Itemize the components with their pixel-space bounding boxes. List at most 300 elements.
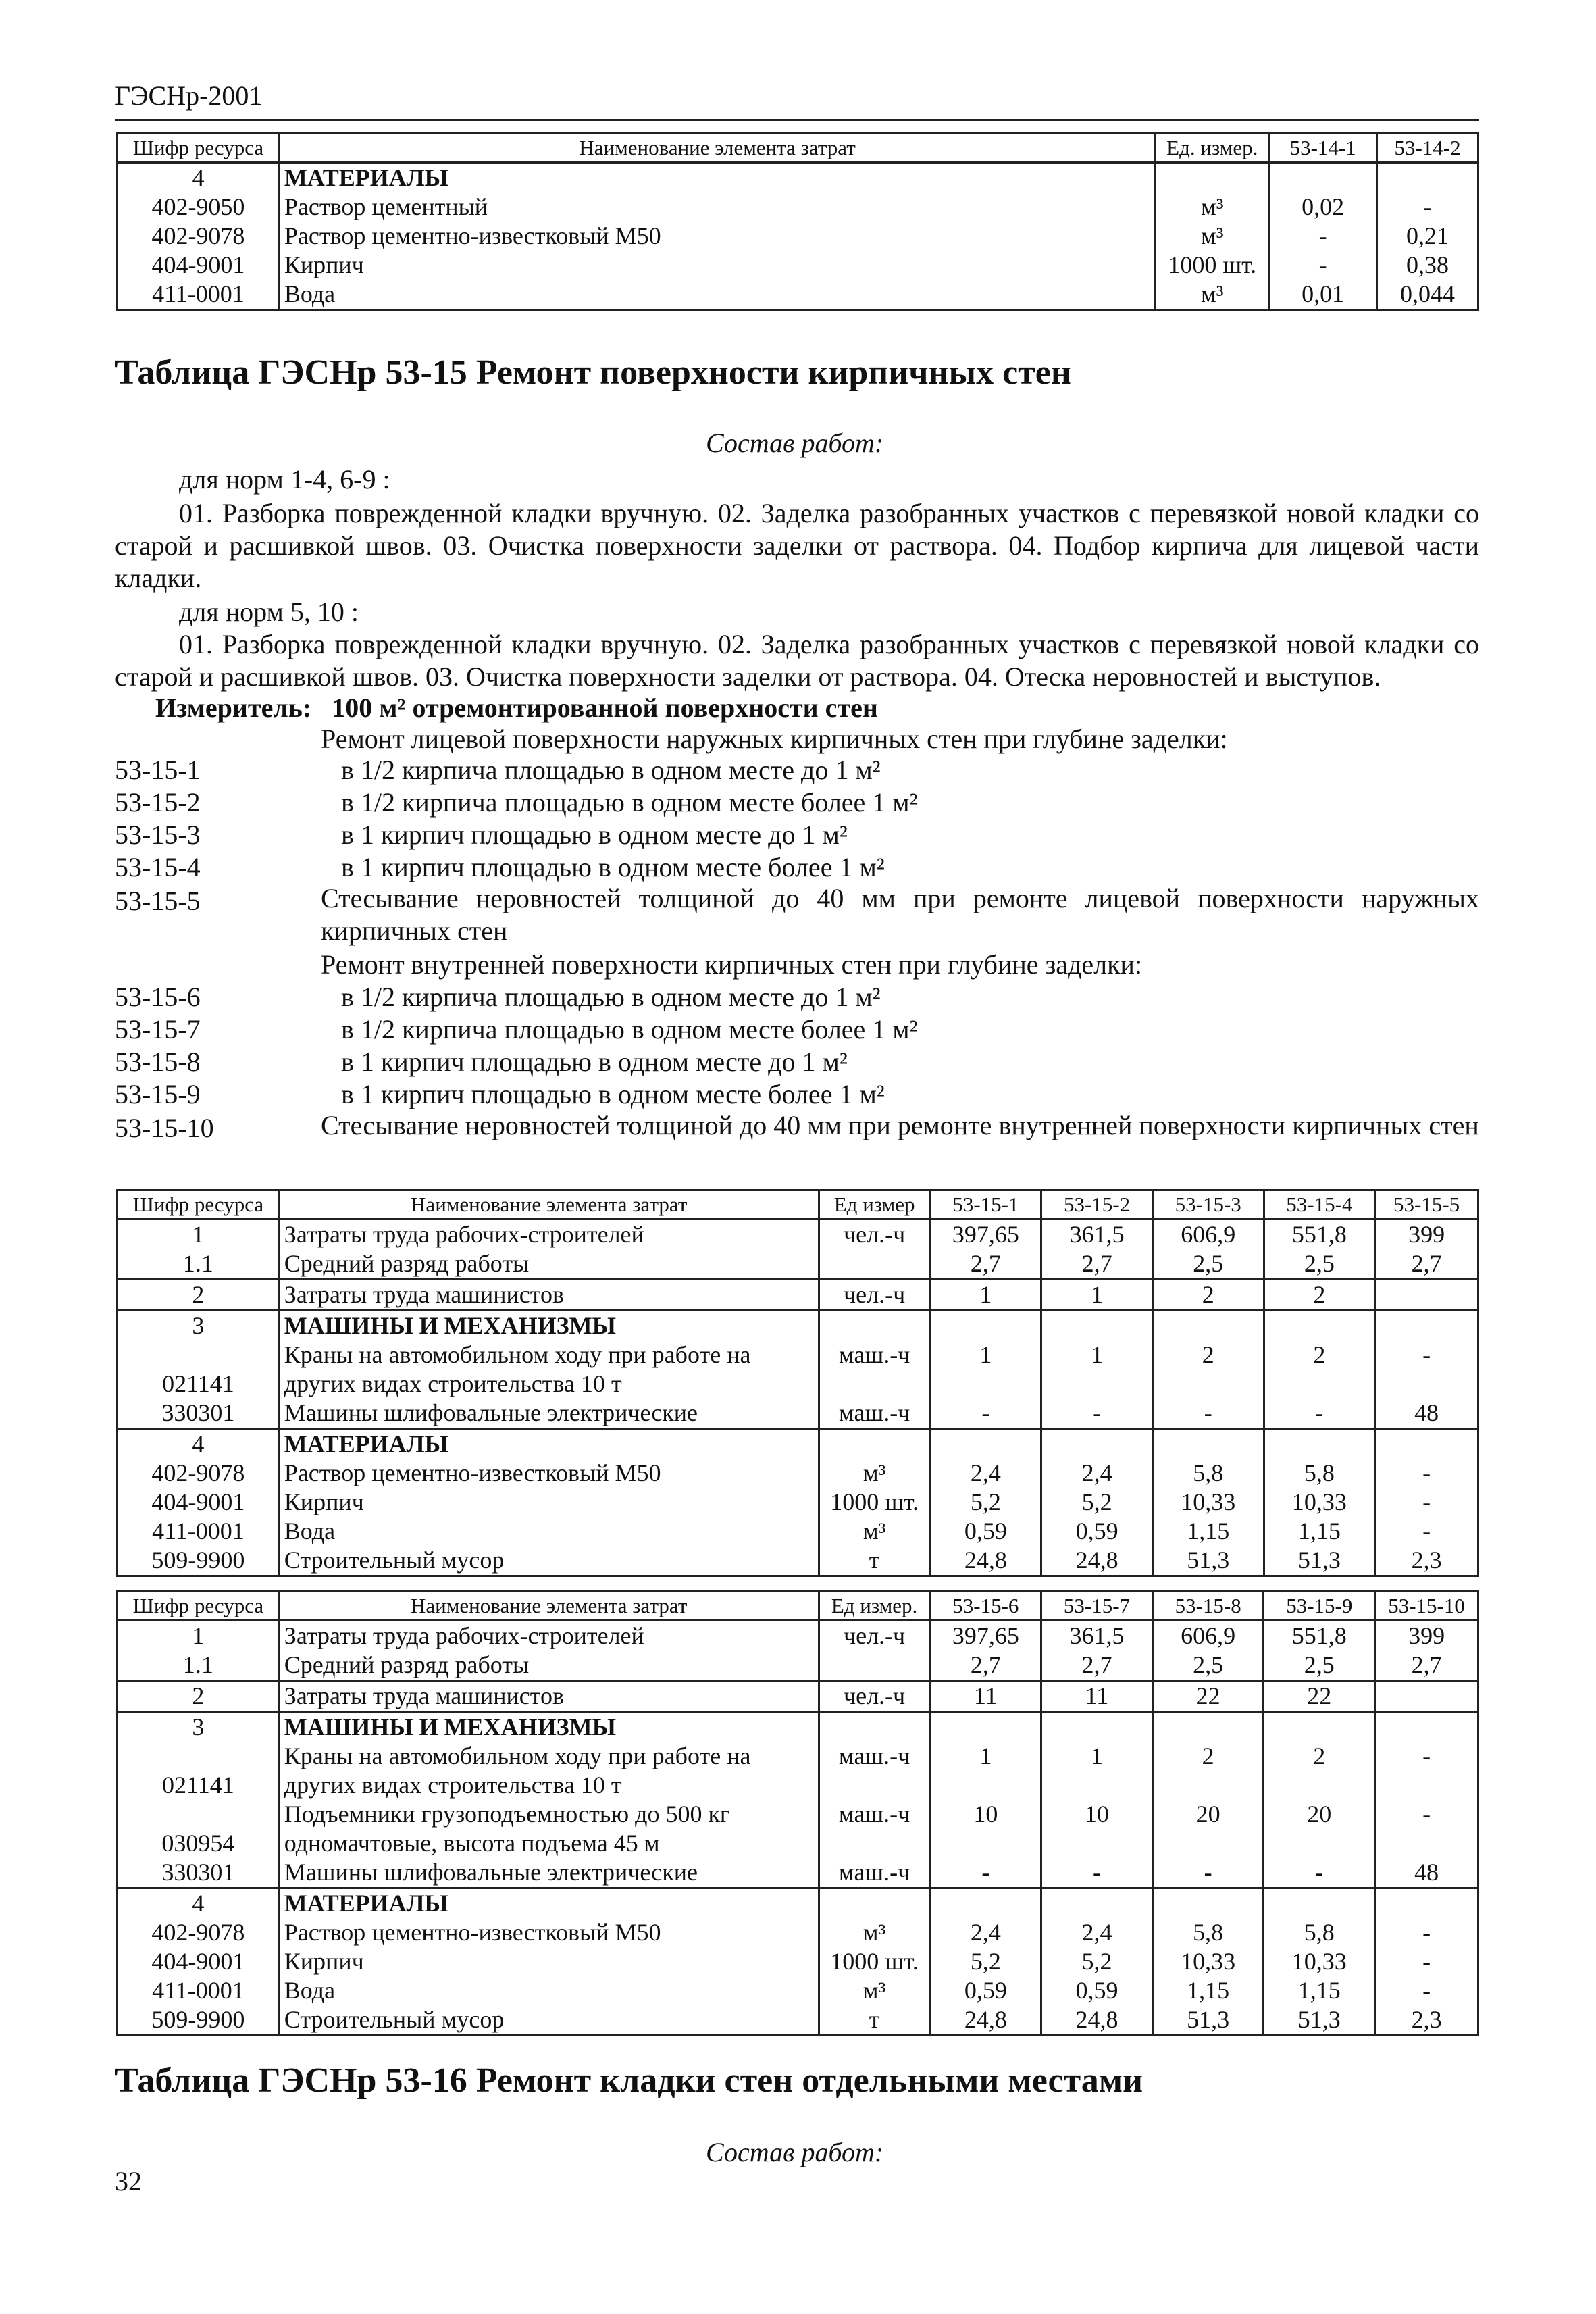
- resource-code: 4: [118, 163, 280, 193]
- table-row: [118, 280, 1478, 310]
- resource-code: 411-0001: [118, 1976, 280, 2005]
- value-cell: 2: [1264, 1280, 1375, 1311]
- norm-desc: в 1 кирпич площадью в одном месте до 1 м²: [341, 820, 848, 850]
- header-rule: [115, 119, 1479, 121]
- unit-cell: [819, 1249, 930, 1280]
- value-cell: 2,7: [1375, 1249, 1478, 1280]
- value-cell: -: [1269, 222, 1377, 251]
- column-header: 53-14-1: [1269, 134, 1377, 163]
- column-header: 53-15-6: [930, 1592, 1041, 1621]
- value-cell: 10,33: [1152, 1947, 1264, 1976]
- column-header: 53-15-2: [1041, 1190, 1153, 1219]
- resource-name: Кирпич: [279, 1488, 819, 1517]
- composition-label-53-16: Состав работ:: [706, 2137, 884, 2167]
- resource-name: Затраты труда рабочих-строителей: [279, 1621, 819, 1651]
- value-cell: -: [1152, 1399, 1264, 1429]
- value-cell: -: [1264, 1858, 1375, 1888]
- value-cell: 399: [1375, 1219, 1478, 1250]
- value-cell: -: [1375, 1976, 1478, 2005]
- value-cell: -: [930, 1399, 1041, 1429]
- value-cell: 606,9: [1152, 1219, 1264, 1250]
- resource-code: 509-9900: [118, 2005, 280, 2036]
- value-cell: 51,3: [1152, 2005, 1264, 2036]
- resource-code: 3: [118, 1712, 280, 1742]
- table-row: [118, 1546, 1478, 1576]
- table-row: [118, 1340, 1478, 1399]
- table-row: [118, 1888, 1478, 1919]
- value-cell: -: [1152, 1858, 1264, 1888]
- value-cell: 24,8: [930, 2005, 1041, 2036]
- resource-code: 2: [118, 1681, 280, 1712]
- value-cell: 5,2: [930, 1947, 1041, 1976]
- value-cell: 5,2: [1041, 1947, 1153, 1976]
- value-cell: 1,15: [1152, 1976, 1264, 2005]
- resource-code: 2: [118, 1280, 280, 1311]
- value-cell: -: [1375, 1947, 1478, 1976]
- table-row: [118, 1219, 1478, 1250]
- value-cell: 5,2: [930, 1488, 1041, 1517]
- resource-name: Краны на автомобильном ходу при работе на других видах строительства 10 т: [279, 1742, 819, 1800]
- table-row: [118, 1429, 1478, 1459]
- column-header: 53-15-9: [1264, 1592, 1375, 1621]
- resource-name: МАТЕРИАЛЫ: [279, 1429, 819, 1459]
- norm-code: 53-15-9: [115, 1079, 201, 1109]
- value-cell: 0,044: [1377, 280, 1478, 310]
- unit-cell: м³: [1156, 193, 1269, 222]
- table-row: [118, 1488, 1478, 1517]
- unit-cell: т: [819, 1546, 930, 1576]
- value-cell: 2,4: [1041, 1918, 1153, 1947]
- column-header: Ед. измер.: [1156, 134, 1269, 163]
- value-cell: 2,5: [1264, 1651, 1375, 1681]
- table-row: [118, 1800, 1478, 1858]
- value-cell: 0,02: [1269, 193, 1377, 222]
- value-cell: -: [930, 1858, 1041, 1888]
- value-cell: 0,21: [1377, 222, 1478, 251]
- column-header: 53-15-3: [1152, 1190, 1264, 1219]
- resource-code: 411-0001: [118, 280, 280, 310]
- resource-code: 4: [118, 1429, 280, 1459]
- column-header: Шифр ресурса: [118, 1190, 280, 1219]
- table-row: [118, 1459, 1478, 1488]
- composition-label: Состав работ:: [706, 428, 884, 458]
- unit-cell: [819, 1712, 930, 1742]
- column-header: Шифр ресурса: [118, 134, 280, 163]
- value-cell: [1375, 1311, 1478, 1341]
- column-header: Наименование элемента затрат: [279, 1190, 819, 1219]
- unit-cell: [819, 1888, 930, 1919]
- value-cell: 48: [1375, 1858, 1478, 1888]
- table-row: [118, 1858, 1478, 1888]
- unit-cell: маш.-ч: [819, 1399, 930, 1429]
- measure-label: Измеритель:: [155, 693, 312, 723]
- table-row: [118, 1280, 1478, 1311]
- norm-code: 53-15-10: [115, 1113, 214, 1143]
- value-cell: 24,8: [1041, 1546, 1153, 1576]
- value-cell: [1375, 1888, 1478, 1919]
- value-cell: 2: [1152, 1340, 1264, 1399]
- value-cell: 51,3: [1264, 1546, 1375, 1576]
- resource-code: 021141: [118, 1742, 280, 1800]
- table-row: [118, 1311, 1478, 1341]
- value-cell: 5,8: [1264, 1459, 1375, 1488]
- value-cell: [1375, 1681, 1478, 1712]
- value-cell: 20: [1264, 1800, 1375, 1858]
- unit-cell: м³: [819, 1976, 930, 2005]
- norm-desc: в 1 кирпич площадью в одном месте более 1 м²: [341, 852, 885, 882]
- resource-code: 1: [118, 1219, 280, 1250]
- work-composition-1: 01. Разборка поврежденной кладки вручную. 02. Заделка разобранных участков с перевязкой новой кладки со старой и расшивкой швов. 03. Очистка поверхности заделки от раствора. 04. Подбор кирпича для лицевой части кладки.: [115, 498, 1479, 593]
- resource-name: Краны на автомобильном ходу при работе на других видах строительства 10 т: [279, 1340, 819, 1399]
- resource-code: 402-9050: [118, 193, 280, 222]
- resource-code: 402-9078: [118, 1459, 280, 1488]
- resource-code: 411-0001: [118, 1517, 280, 1546]
- value-cell: 51,3: [1152, 1546, 1264, 1576]
- value-cell: 2: [1152, 1280, 1264, 1311]
- value-cell: 551,8: [1264, 1621, 1375, 1651]
- resource-table-53-15-1-5: [116, 1189, 1479, 1577]
- value-cell: 551,8: [1264, 1219, 1375, 1250]
- unit-cell: [1156, 163, 1269, 193]
- table-row: [118, 2005, 1478, 2036]
- value-cell: 5,8: [1152, 1459, 1264, 1488]
- value-cell: -: [1264, 1399, 1375, 1429]
- value-cell: 2,4: [930, 1459, 1041, 1488]
- value-cell: [1152, 1888, 1264, 1919]
- unit-cell: 1000 шт.: [819, 1488, 930, 1517]
- value-cell: 361,5: [1041, 1621, 1153, 1651]
- table-row: [118, 193, 1478, 222]
- table-row: [118, 1681, 1478, 1712]
- value-cell: 10: [1041, 1800, 1153, 1858]
- norm-code: 53-15-6: [115, 982, 201, 1012]
- resource-name: МАШИНЫ И МЕХАНИЗМЫ: [279, 1311, 819, 1341]
- resource-name: Подъемники грузоподъемностью до 500 кг одномачтовые, высота подъема 45 м: [279, 1800, 819, 1858]
- value-cell: 0,59: [1041, 1517, 1153, 1546]
- value-cell: 2,7: [1041, 1249, 1153, 1280]
- page-number: 32: [115, 2166, 142, 2196]
- value-cell: 1,15: [1264, 1976, 1375, 2005]
- norm-desc: в 1/2 кирпича площадью в одном месте до 1 м²: [341, 982, 881, 1012]
- value-cell: 5,2: [1041, 1488, 1153, 1517]
- unit-cell: м³: [819, 1459, 930, 1488]
- resource-code: 404-9001: [118, 1488, 280, 1517]
- value-cell: [1375, 1280, 1478, 1311]
- column-header: Ед измер.: [819, 1592, 930, 1621]
- value-cell: 1: [1041, 1280, 1153, 1311]
- table-row: [118, 1249, 1478, 1280]
- unit-cell: маш.-ч: [819, 1858, 930, 1888]
- resource-code: 3: [118, 1311, 280, 1341]
- resource-name: Раствор цементно-известковый М50: [279, 1459, 819, 1488]
- table-row: [118, 251, 1478, 280]
- value-cell: -: [1041, 1858, 1153, 1888]
- resource-table-53-14: [116, 132, 1479, 311]
- value-cell: [1377, 163, 1478, 193]
- value-cell: [1041, 1429, 1153, 1459]
- unit-cell: [819, 1311, 930, 1341]
- value-cell: 11: [930, 1681, 1041, 1712]
- column-header: 53-15-4: [1264, 1190, 1375, 1219]
- value-cell: [1041, 1888, 1153, 1919]
- value-cell: 0,59: [930, 1517, 1041, 1546]
- value-cell: 20: [1152, 1800, 1264, 1858]
- unit-cell: 1000 шт.: [819, 1947, 930, 1976]
- value-cell: 10: [930, 1800, 1041, 1858]
- value-cell: 1,15: [1264, 1517, 1375, 1546]
- column-header: Наименование элемента затрат: [279, 134, 1155, 163]
- resource-name: Затраты труда машинистов: [279, 1681, 819, 1712]
- resource-name: МАШИНЫ И МЕХАНИЗМЫ: [279, 1712, 819, 1742]
- value-cell: [1264, 1311, 1375, 1341]
- table-53-16-title: Таблица ГЭСНр 53-16 Ремонт кладки стен отдельными местами: [115, 2061, 1143, 2100]
- resource-name: Строительный мусор: [279, 1546, 819, 1576]
- value-cell: 2,7: [930, 1651, 1041, 1681]
- column-header: 53-15-5: [1375, 1190, 1478, 1219]
- value-cell: 606,9: [1152, 1621, 1264, 1651]
- resource-name: Раствор цементно-известковый М50: [279, 1918, 819, 1947]
- table-row: [118, 1976, 1478, 2005]
- value-cell: [1375, 1429, 1478, 1459]
- outer-repair-intro: Ремонт лицевой поверхности наружных кирпичных стен при глубине заделки:: [321, 724, 1228, 754]
- norm-code: 53-15-2: [115, 787, 201, 818]
- value-cell: 2,3: [1375, 1546, 1478, 1576]
- resource-code: 330301: [118, 1399, 280, 1429]
- unit-cell: чел.-ч: [819, 1621, 930, 1651]
- value-cell: [1264, 1429, 1375, 1459]
- value-cell: 2,5: [1152, 1249, 1264, 1280]
- value-cell: 5,8: [1264, 1918, 1375, 1947]
- value-cell: 1: [1041, 1340, 1153, 1399]
- value-cell: 10,33: [1152, 1488, 1264, 1517]
- resource-table-53-15-6-10: [116, 1590, 1479, 2036]
- unit-cell: маш.-ч: [819, 1742, 930, 1800]
- value-cell: 1: [930, 1742, 1041, 1800]
- value-cell: 2,4: [1041, 1459, 1153, 1488]
- value-cell: 2: [1264, 1742, 1375, 1800]
- table-header-row: [118, 1190, 1478, 1219]
- value-cell: 1: [930, 1280, 1041, 1311]
- resource-name: Затраты труда машинистов: [279, 1280, 819, 1311]
- resource-code: 021141: [118, 1340, 280, 1399]
- value-cell: 5,8: [1152, 1918, 1264, 1947]
- value-cell: 2,4: [930, 1918, 1041, 1947]
- column-header: Шифр ресурса: [118, 1592, 280, 1621]
- resource-code: 4: [118, 1888, 280, 1919]
- value-cell: -: [1375, 1340, 1478, 1399]
- value-cell: -: [1377, 193, 1478, 222]
- unit-cell: м³: [819, 1918, 930, 1947]
- column-header: 53-15-7: [1041, 1592, 1153, 1621]
- resource-name: Раствор цементный: [279, 193, 1155, 222]
- column-header: Ед измер: [819, 1190, 930, 1219]
- work-composition-2: 01. Разборка поврежденной кладки вручную. 02. Заделка разобранных участков с перевязкой новой кладки со старой и расшивкой швов. 03. Очистка поверхности заделки от раствора. 04. Отеска неровностей и выступов.: [115, 629, 1479, 692]
- value-cell: [930, 1429, 1041, 1459]
- value-cell: [1152, 1311, 1264, 1341]
- column-header: Наименование элемента затрат: [279, 1592, 819, 1621]
- value-cell: 1,15: [1152, 1517, 1264, 1546]
- resource-name: Затраты труда рабочих-строителей: [279, 1219, 819, 1250]
- value-cell: -: [1375, 1800, 1478, 1858]
- value-cell: 10,33: [1264, 1947, 1375, 1976]
- value-cell: -: [1269, 251, 1377, 280]
- value-cell: 48: [1375, 1399, 1478, 1429]
- resource-name: Средний разряд работы: [279, 1651, 819, 1681]
- resource-name: Машины шлифовальные электрические: [279, 1858, 819, 1888]
- resource-code: 330301: [118, 1858, 280, 1888]
- resource-name: Вода: [279, 1517, 819, 1546]
- value-cell: [1152, 1712, 1264, 1742]
- resource-code: 1.1: [118, 1249, 280, 1280]
- table-row: [118, 1742, 1478, 1800]
- value-cell: -: [1375, 1517, 1478, 1546]
- resource-code: 404-9001: [118, 1947, 280, 1976]
- unit-cell: м³: [1156, 222, 1269, 251]
- resource-name: Вода: [279, 1976, 819, 2005]
- value-cell: 397,65: [930, 1219, 1041, 1250]
- value-cell: -: [1375, 1488, 1478, 1517]
- value-cell: 2,3: [1375, 2005, 1478, 2036]
- value-cell: 2,5: [1152, 1651, 1264, 1681]
- value-cell: 399: [1375, 1621, 1478, 1651]
- norm-code: 53-15-4: [115, 852, 201, 882]
- column-header: 53-15-1: [930, 1190, 1041, 1219]
- resource-name: Средний разряд работы: [279, 1249, 819, 1280]
- value-cell: [1041, 1712, 1153, 1742]
- column-header: 53-14-2: [1377, 134, 1478, 163]
- resource-name: Машины шлифовальные электрические: [279, 1399, 819, 1429]
- resource-name: Строительный мусор: [279, 2005, 819, 2036]
- value-cell: -: [1375, 1459, 1478, 1488]
- unit-cell: т: [819, 2005, 930, 2036]
- table-header-row: [118, 134, 1478, 163]
- value-cell: -: [1041, 1399, 1153, 1429]
- resource-code: 402-9078: [118, 222, 280, 251]
- norm-code: 53-15-8: [115, 1047, 201, 1077]
- value-cell: 2: [1264, 1340, 1375, 1399]
- unit-cell: чел.-ч: [819, 1280, 930, 1311]
- unit-cell: [819, 1651, 930, 1681]
- resource-name: Кирпич: [279, 251, 1155, 280]
- unit-cell: маш.-ч: [819, 1340, 930, 1399]
- resource-code: 509-9900: [118, 1546, 280, 1576]
- value-cell: 24,8: [930, 1546, 1041, 1576]
- unit-cell: [819, 1429, 930, 1459]
- value-cell: 22: [1152, 1681, 1264, 1712]
- unit-cell: чел.-ч: [819, 1681, 930, 1712]
- value-cell: 1: [1041, 1742, 1153, 1800]
- norm-code: 53-15-3: [115, 820, 201, 850]
- value-cell: 22: [1264, 1681, 1375, 1712]
- measure-value: 100 м² отремонтированной поверхности стен: [332, 693, 878, 723]
- resource-code: 030954: [118, 1800, 280, 1858]
- table-row: [118, 163, 1478, 193]
- table-row: [118, 1517, 1478, 1546]
- resource-name: Вода: [279, 280, 1155, 310]
- resource-name: МАТЕРИАЛЫ: [279, 1888, 819, 1919]
- unit-cell: м³: [1156, 280, 1269, 310]
- resource-code: 1.1: [118, 1651, 280, 1681]
- value-cell: -: [1375, 1918, 1478, 1947]
- table-53-15-title: Таблица ГЭСНр 53-15 Ремонт поверхности кирпичных стен: [115, 353, 1071, 392]
- value-cell: 0,59: [1041, 1976, 1153, 2005]
- resource-name: МАТЕРИАЛЫ: [279, 163, 1155, 193]
- norm-code: 53-15-5: [115, 886, 201, 916]
- norm-code: 53-15-7: [115, 1014, 201, 1045]
- norm-desc-53-15-5: Стесывание неровностей толщиной до 40 мм при ремонте лицевой поверхности наружных кирпичных стен: [321, 883, 1479, 946]
- unit-cell: маш.-ч: [819, 1800, 930, 1858]
- table-row: [118, 1399, 1478, 1429]
- value-cell: 0,59: [930, 1976, 1041, 2005]
- value-cell: [1264, 1888, 1375, 1919]
- value-cell: [1269, 163, 1377, 193]
- value-cell: 51,3: [1264, 2005, 1375, 2036]
- value-cell: 1: [930, 1340, 1041, 1399]
- norm-code: 53-15-1: [115, 755, 201, 785]
- value-cell: [1152, 1429, 1264, 1459]
- resource-name: Раствор цементно-известковый М50: [279, 222, 1155, 251]
- norms-label-1: для норм 1-4, 6-9 :: [179, 464, 390, 495]
- value-cell: 397,65: [930, 1621, 1041, 1651]
- document-code: ГЭСНр-2001: [115, 80, 263, 111]
- measure-unit: [155, 692, 878, 724]
- table-header-row: [118, 1592, 1478, 1621]
- value-cell: [1041, 1311, 1153, 1341]
- value-cell: 2,7: [930, 1249, 1041, 1280]
- table-row: [118, 222, 1478, 251]
- value-cell: [1375, 1712, 1478, 1742]
- norm-desc: в 1/2 кирпича площадью в одном месте более 1 м²: [341, 1014, 918, 1045]
- table-row: [118, 1621, 1478, 1651]
- value-cell: 24,8: [1041, 2005, 1153, 2036]
- value-cell: 0,01: [1269, 280, 1377, 310]
- norm-desc: в 1 кирпич площадью в одном месте более 1 м²: [341, 1079, 885, 1109]
- value-cell: [930, 1888, 1041, 1919]
- resource-name: Кирпич: [279, 1947, 819, 1976]
- norm-desc: в 1/2 кирпича площадью в одном месте более 1 м²: [341, 787, 918, 818]
- value-cell: 11: [1041, 1681, 1153, 1712]
- column-header: 53-15-8: [1152, 1592, 1264, 1621]
- value-cell: 0,38: [1377, 251, 1478, 280]
- value-cell: 2,5: [1264, 1249, 1375, 1280]
- unit-cell: 1000 шт.: [1156, 251, 1269, 280]
- inner-repair-intro: Ремонт внутренней поверхности кирпичных стен при глубине заделки:: [321, 949, 1143, 980]
- table-row: [118, 1651, 1478, 1681]
- norm-desc: в 1 кирпич площадью в одном месте до 1 м²: [341, 1047, 848, 1077]
- resource-code: 1: [118, 1621, 280, 1651]
- value-cell: -: [1375, 1742, 1478, 1800]
- value-cell: 2,7: [1375, 1651, 1478, 1681]
- table-row: [118, 1712, 1478, 1742]
- column-header: 53-15-10: [1375, 1592, 1478, 1621]
- table-row: [118, 1918, 1478, 1947]
- value-cell: [1264, 1712, 1375, 1742]
- value-cell: 10,33: [1264, 1488, 1375, 1517]
- norms-label-2: для норм 5, 10 :: [179, 597, 359, 627]
- value-cell: [930, 1311, 1041, 1341]
- unit-cell: чел.-ч: [819, 1219, 930, 1250]
- resource-code: 402-9078: [118, 1918, 280, 1947]
- value-cell: [930, 1712, 1041, 1742]
- norm-desc-53-15-10: Стесывание неровностей толщиной до 40 мм при ремонте внутренней поверхности кирпичных стен: [321, 1110, 1479, 1140]
- resource-code: 404-9001: [118, 251, 280, 280]
- norm-desc: в 1/2 кирпича площадью в одном месте до 1 м²: [341, 755, 881, 785]
- value-cell: 361,5: [1041, 1219, 1153, 1250]
- table-row: [118, 1947, 1478, 1976]
- value-cell: 2: [1152, 1742, 1264, 1800]
- value-cell: 2,7: [1041, 1651, 1153, 1681]
- unit-cell: м³: [819, 1517, 930, 1546]
